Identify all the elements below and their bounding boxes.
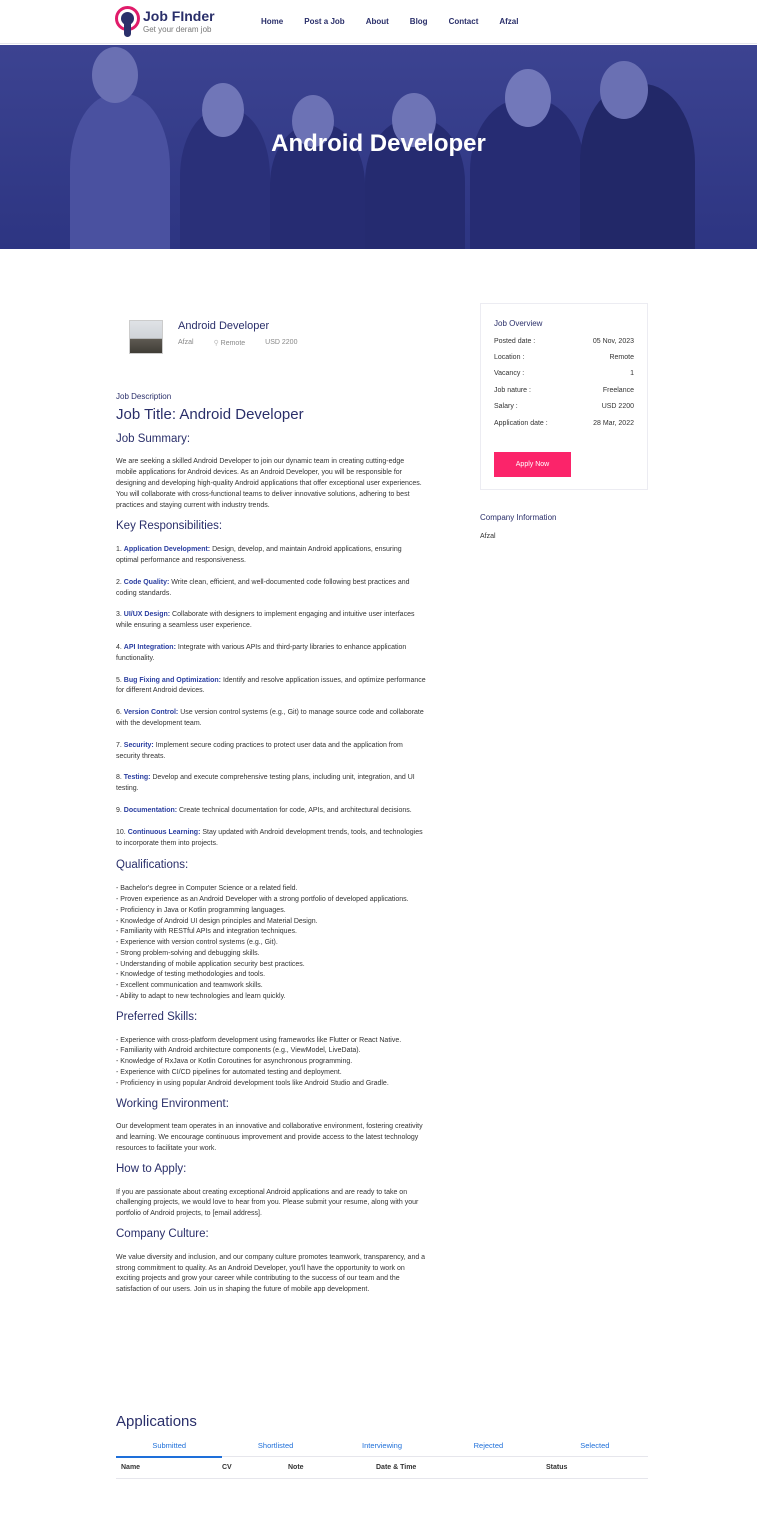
responsibility-key: Continuous Learning:: [127, 828, 201, 836]
responsibility-item: [116, 610, 426, 632]
logo[interactable]: [115, 6, 215, 37]
responsibility-item: [116, 741, 426, 763]
logo-pin-icon: [115, 6, 140, 37]
summary-heading: Job Summary:: [116, 432, 191, 445]
responsibility-number: 1.: [116, 546, 122, 554]
overview-row: [494, 420, 634, 427]
preferred-skill-item: - Experience with cross-platform development using frameworks like Flutter or React Native.: [116, 1036, 402, 1044]
qualifications-list: [116, 884, 426, 1003]
overview-label: Location :: [494, 354, 525, 361]
nav-about[interactable]: About: [365, 17, 389, 26]
apply-heading: How to Apply:: [116, 1162, 187, 1175]
job-title-heading: Job Title: Android Developer: [116, 405, 304, 423]
responsibility-number: 6.: [116, 709, 122, 717]
qualification-item: - Knowledge of testing methodologies and tools.: [116, 971, 266, 979]
responsibility-text: Collaborate with designers to implement engaging and intuitive user interfaces while ensuring a seamless user experience.: [116, 611, 415, 630]
company-info-heading: Company Information: [480, 513, 557, 522]
overview-value: USD 2200: [601, 403, 634, 410]
overview-label: Application date :: [494, 420, 548, 427]
hero-title: Android Developer: [271, 130, 486, 157]
qualification-item: - Familiarity with RESTful APIs and integration techniques.: [116, 928, 297, 936]
responsibility-number: 9.: [116, 806, 122, 814]
responsibility-number: 7.: [116, 741, 122, 749]
column-header-datetime: Date & Time: [376, 1464, 417, 1471]
responsibility-text: Develop and execute comprehensive testing plans, including unit, integration, and UI testing.: [116, 774, 415, 793]
responsibility-key: Application Development:: [123, 546, 211, 554]
responsibility-item: [116, 773, 426, 795]
qualification-item: - Proficiency in Java or Kotlin programming languages.: [116, 906, 286, 914]
qualification-item: - Understanding of mobile application security best practices.: [116, 960, 305, 968]
tab-interviewing[interactable]: Interviewing: [362, 1441, 403, 1450]
responsibility-text: Use version control systems (e.g., Git) to manage source code and collaborate with the development team.: [116, 709, 424, 727]
job-overview-panel: [480, 303, 648, 490]
apply-text: If you are passionate about creating exceptional Android applications and are ready to take on challenging projects, we would love to hear from you. Please submit your resume, along with your portfolio of Android projects, to [email address].: [116, 1188, 419, 1218]
apply-now-button[interactable]: Apply Now: [494, 452, 571, 477]
site-header: [0, 0, 757, 44]
culture-heading: Company Culture:: [116, 1228, 209, 1241]
responsibilities-heading: Key Responsibilities:: [116, 520, 223, 533]
company-info-name: Afzal: [480, 533, 496, 540]
responsibility-number: 5.: [116, 676, 122, 684]
job-location: Remote: [220, 340, 246, 347]
responsibility-text: Implement secure coding practices to protect user data and the application from security threats.: [116, 741, 403, 760]
responsibility-number: 3.: [116, 611, 122, 619]
responsibility-item: [116, 578, 426, 600]
overview-label: Posted date :: [494, 338, 536, 345]
responsibility-key: Version Control:: [123, 709, 179, 717]
overview-row: [494, 354, 634, 361]
preferred-skill-item: - Experience with CI/CD pipelines for automated testing and deployment.: [116, 1069, 342, 1077]
overview-label: Job nature :: [494, 387, 531, 394]
responsibility-item: [116, 828, 426, 850]
responsibility-text: Identify and resolve application issues, and optimize performance for different Android devices.: [116, 676, 426, 695]
culture-text: We value diversity and inclusion, and our company culture promotes teamwork, transparency, and a strong commitment to quality. As an Android Developer, you'll have the opportunity to work on exciting projects and grow your career while contributing to the success of our team and the satisfaction of our users. Join us in shaping the future of mobile app development.: [116, 1253, 426, 1294]
responsibility-key: Documentation:: [123, 806, 178, 814]
brand-title: Job FInder: [143, 8, 215, 24]
nav-blog[interactable]: Blog: [409, 17, 428, 26]
preferred-skill-item: - Knowledge of RxJava or Kotlin Coroutines for asynchronous programming.: [116, 1058, 353, 1066]
summary-text: We are seeking a skilled Android Developer to join our dynamic team in creating cutting-edge mobile applications for Android devices. As an Android Developer, you will be responsible for designing and developing high-quality Android applications that offer exceptional user experiences. You will collaborate with cross-functional teams to deliver innovative solutions, adhering to best practices and staying current with industry trends.: [116, 458, 422, 509]
overview-row: [494, 387, 634, 394]
responsibility-item: [116, 545, 426, 567]
job-meta: [178, 339, 297, 347]
column-header-status: Status: [546, 1464, 568, 1471]
tab-selected[interactable]: Selected: [580, 1441, 610, 1450]
environment-heading: Working Environment:: [116, 1097, 229, 1110]
responsibility-key: API Integration:: [123, 643, 176, 651]
responsibility-key: Security:: [123, 741, 154, 749]
preferred-skill-item: - Proficiency in using popular Android development tools like Android Studio and Gradle.: [116, 1079, 389, 1087]
responsibility-key: Bug Fixing and Optimization:: [123, 676, 222, 684]
responsibility-number: 4.: [116, 643, 122, 651]
qualifications-heading: Qualifications:: [116, 859, 189, 872]
column-header-cv: CV: [222, 1464, 232, 1471]
responsibility-number: 2.: [116, 578, 122, 586]
description-label: Job Description: [116, 392, 172, 401]
responsibility-key: Code Quality:: [123, 578, 170, 586]
main-nav: [261, 17, 518, 26]
qualification-item: - Bachelor's degree in Computer Science or a related field.: [116, 885, 298, 893]
applications-tabs: [116, 1439, 648, 1457]
overview-label: Vacancy :: [494, 370, 525, 377]
preferred-heading: Preferred Skills:: [116, 1010, 198, 1023]
hero-banner: [0, 45, 757, 249]
environment-text: Our development team operates in an innovative and collaborative environment, fostering creativity and learning. We encourage continuous improvement and provide access to the latest technology resources to facilitate your work.: [116, 1123, 423, 1153]
tab-rejected[interactable]: Rejected: [473, 1441, 504, 1450]
responsibility-key: Testing:: [123, 774, 151, 782]
overview-value: Freelance: [602, 387, 634, 394]
tab-shortlisted[interactable]: Shortlisted: [257, 1441, 294, 1450]
job-location-wrap: [214, 339, 246, 347]
responsibility-text: Stay updated with Android development trends, tools, and technologies to incorporate them into projects.: [116, 828, 423, 847]
column-header-note: Note: [288, 1464, 304, 1471]
column-header-name: Name: [121, 1464, 141, 1471]
qualification-item: - Strong problem-solving and debugging skills.: [116, 949, 260, 957]
overview-value: 28 Mar, 2022: [593, 420, 634, 427]
responsibility-text: Write clean, efficient, and well-documented code following best practices and coding standards.: [116, 578, 410, 597]
responsibility-item: [116, 676, 426, 698]
qualification-item: - Proven experience as an Android Developer with a strong portfolio of developed applications.: [116, 895, 409, 903]
job-salary: USD 2200: [265, 339, 298, 346]
tab-submitted[interactable]: Submitted: [116, 1439, 222, 1456]
company-logo-image: [129, 320, 163, 354]
job-description: [116, 392, 426, 1296]
responsibility-text: Create technical documentation for code, APIs, and architectural decisions.: [179, 806, 412, 814]
preferred-list: [116, 1036, 426, 1090]
brand-tagline: Get your deram job: [143, 25, 212, 34]
nav-user[interactable]: Afzal: [499, 17, 519, 26]
responsibility-key: UI/UX Design:: [123, 611, 171, 619]
responsibility-number: 10.: [116, 828, 126, 836]
responsibility-text: Design, develop, and maintain Android applications, ensuring optimal performance and responsiveness.: [116, 546, 402, 564]
overview-value: 1: [630, 370, 634, 377]
responsibilities-list: [116, 545, 426, 849]
qualification-item: - Excellent communication and teamwork skills.: [116, 982, 263, 990]
overview-title: Job Overview: [494, 319, 543, 328]
preferred-skill-item: - Familiarity with Android architecture components (e.g., ViewModel, LiveData).: [116, 1047, 361, 1055]
overview-label: Salary :: [494, 403, 518, 410]
responsibility-item: [116, 643, 426, 665]
applications-title: Applications: [116, 1413, 197, 1430]
responsibility-item: [116, 708, 426, 730]
responsibility-number: 8.: [116, 774, 122, 782]
nav-contact[interactable]: Contact: [448, 17, 479, 26]
nav-home[interactable]: Home: [261, 17, 284, 26]
responsibility-item: [116, 806, 426, 817]
job-name[interactable]: Android Developer: [178, 320, 270, 332]
job-card: [129, 320, 429, 356]
applications-table-header: [116, 1458, 648, 1479]
overview-value: Remote: [609, 354, 634, 361]
overview-row: [494, 370, 634, 377]
qualification-item: - Knowledge of Android UI design principles and Material Design.: [116, 917, 318, 925]
job-company: Afzal: [178, 339, 194, 346]
responsibility-text: Integrate with various APIs and third-party libraries to enhance application functionality.: [116, 643, 407, 662]
overview-row: [494, 338, 634, 345]
overview-value: 05 Nov, 2023: [592, 338, 634, 345]
nav-post-job[interactable]: Post a Job: [304, 17, 345, 26]
overview-row: [494, 403, 634, 410]
location-pin-icon: ⚲: [213, 340, 219, 347]
qualification-item: - Experience with version control systems (e.g., Git).: [116, 939, 278, 947]
qualification-item: - Ability to adapt to new technologies and learn quickly.: [116, 993, 286, 1001]
